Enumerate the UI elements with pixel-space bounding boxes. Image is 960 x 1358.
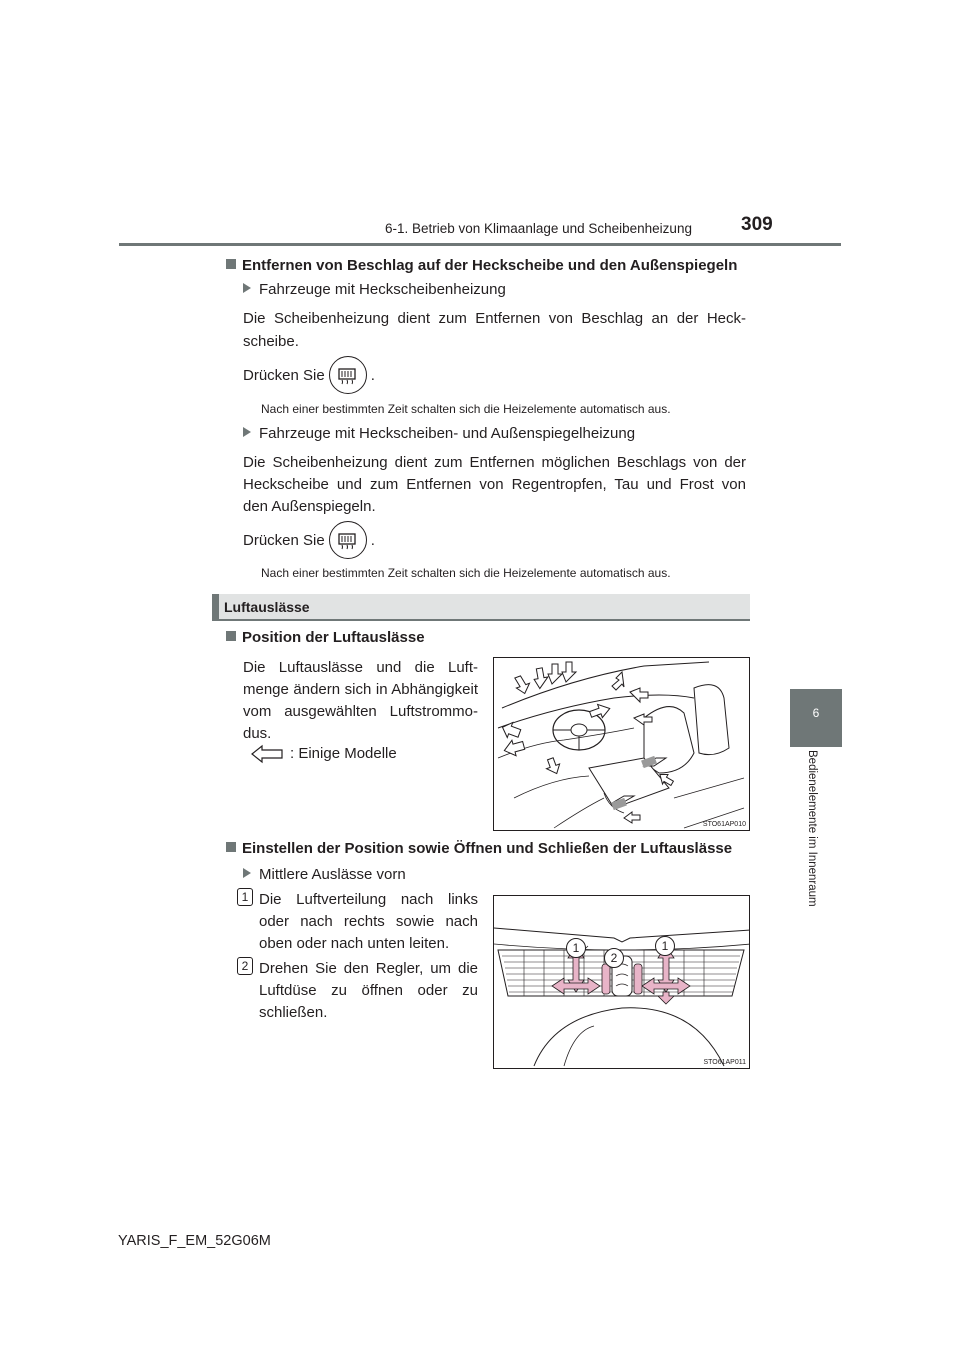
heading-defog [226, 254, 737, 277]
body-line: Die Luftauslässe und die Luft- [243, 659, 478, 676]
body-line: scheibe. [243, 333, 299, 350]
legend [250, 742, 397, 765]
figure-code: STO61AP011 [703, 1059, 746, 1066]
triangle-bullet-icon [243, 283, 251, 293]
chapter-label: Bedienelemente im Innenraum [806, 750, 818, 907]
body-line: Die Luftverteilung nach links [259, 891, 478, 908]
heading-adjust [226, 837, 732, 860]
rear-defogger-button-icon [329, 521, 367, 559]
square-bullet-icon [226, 631, 236, 641]
subheading-text: Fahrzeuge mit Heckscheiben- und Außenspiegelheizung [259, 425, 636, 442]
header-rule [119, 243, 841, 246]
press-end: . [370, 366, 375, 384]
section-title: Luftauslässe [224, 599, 310, 615]
press-instruction [243, 521, 375, 559]
page-number: 309 [741, 214, 773, 235]
car-interior-illustration [494, 658, 750, 831]
heading-position [226, 626, 425, 649]
body-line: schließen. [259, 1004, 328, 1021]
body-line: den Außenspiegeln. [243, 498, 376, 515]
square-bullet-icon [226, 842, 236, 852]
subheading-mirror-defog [243, 422, 635, 445]
callout-1-right: 1 [655, 936, 675, 956]
rear-defogger-button-icon [329, 356, 367, 394]
body-line: oder nach rechts sowie nach [259, 913, 478, 930]
press-label: Drücken Sie [243, 366, 325, 384]
section-header: 6-1. Betrieb von Klimaanlage und Scheibenheizung [385, 221, 692, 236]
body-line: oben oder nach unten leiten. [259, 935, 450, 952]
item-number: 2 [237, 957, 253, 975]
body-line: dus. [243, 725, 272, 742]
body-line: Drehen Sie den Regler, um die [259, 960, 478, 977]
item-number: 1 [237, 888, 253, 906]
triangle-bullet-icon [243, 868, 251, 878]
callout-1-left: 1 [566, 938, 586, 958]
subheading-text: Fahrzeuge mit Heckscheibenheizung [259, 281, 506, 298]
chapter-number: 6 [812, 706, 820, 720]
section-bar [212, 594, 750, 621]
subheading-text: Mittlere Auslässe vorn [259, 866, 406, 883]
subheading-rear-defog [243, 278, 506, 301]
note: Nach einer bestimmten Zeit schalten sich die Heizelemente automatisch aus. [261, 566, 671, 580]
body-line: Die Scheibenheizung dient zum Entfernen möglichen Beschlags von der [243, 454, 746, 471]
square-bullet-icon [226, 259, 236, 269]
press-instruction [243, 356, 375, 394]
heading-text: Entfernen von Beschlag auf der Heckscheibe und den Außenspiegeln [242, 257, 738, 274]
body-line: vom ausgewählten Luftstrommo- [243, 703, 478, 720]
vent-position-figure [493, 657, 750, 831]
press-end: . [370, 531, 375, 549]
body-line: Die Scheibenheizung dient zum Entfernen von Beschlag an der Heck- [243, 310, 746, 327]
subheading-center-vents [243, 863, 406, 886]
heading-text: Einstellen der Position sowie Öffnen und Schließen der Luftauslässe [242, 840, 733, 857]
legend-text: : Einige Modelle [290, 745, 397, 762]
figure-code: STO61AP010 [702, 821, 746, 828]
arrow-legend-icon [250, 744, 284, 764]
triangle-bullet-icon [243, 427, 251, 437]
body-line: Heckscheibe und zum Entfernen von Regentropfen, Tau und Frost von [243, 476, 746, 493]
section-accent [212, 594, 219, 619]
center-vent-figure [493, 895, 750, 1069]
body-line: Luftdüse zu öffnen oder zu [259, 982, 478, 999]
document-code: YARIS_F_EM_52G06M [118, 1233, 271, 1249]
center-vent-illustration [494, 896, 750, 1069]
note: Nach einer bestimmten Zeit schalten sich die Heizelemente automatisch aus. [261, 402, 671, 416]
press-label: Drücken Sie [243, 531, 325, 549]
callout-2: 2 [604, 948, 624, 968]
body-line: menge ändern sich in Abhängigkeit [243, 681, 478, 698]
heading-text: Position der Luftauslässe [242, 629, 425, 646]
